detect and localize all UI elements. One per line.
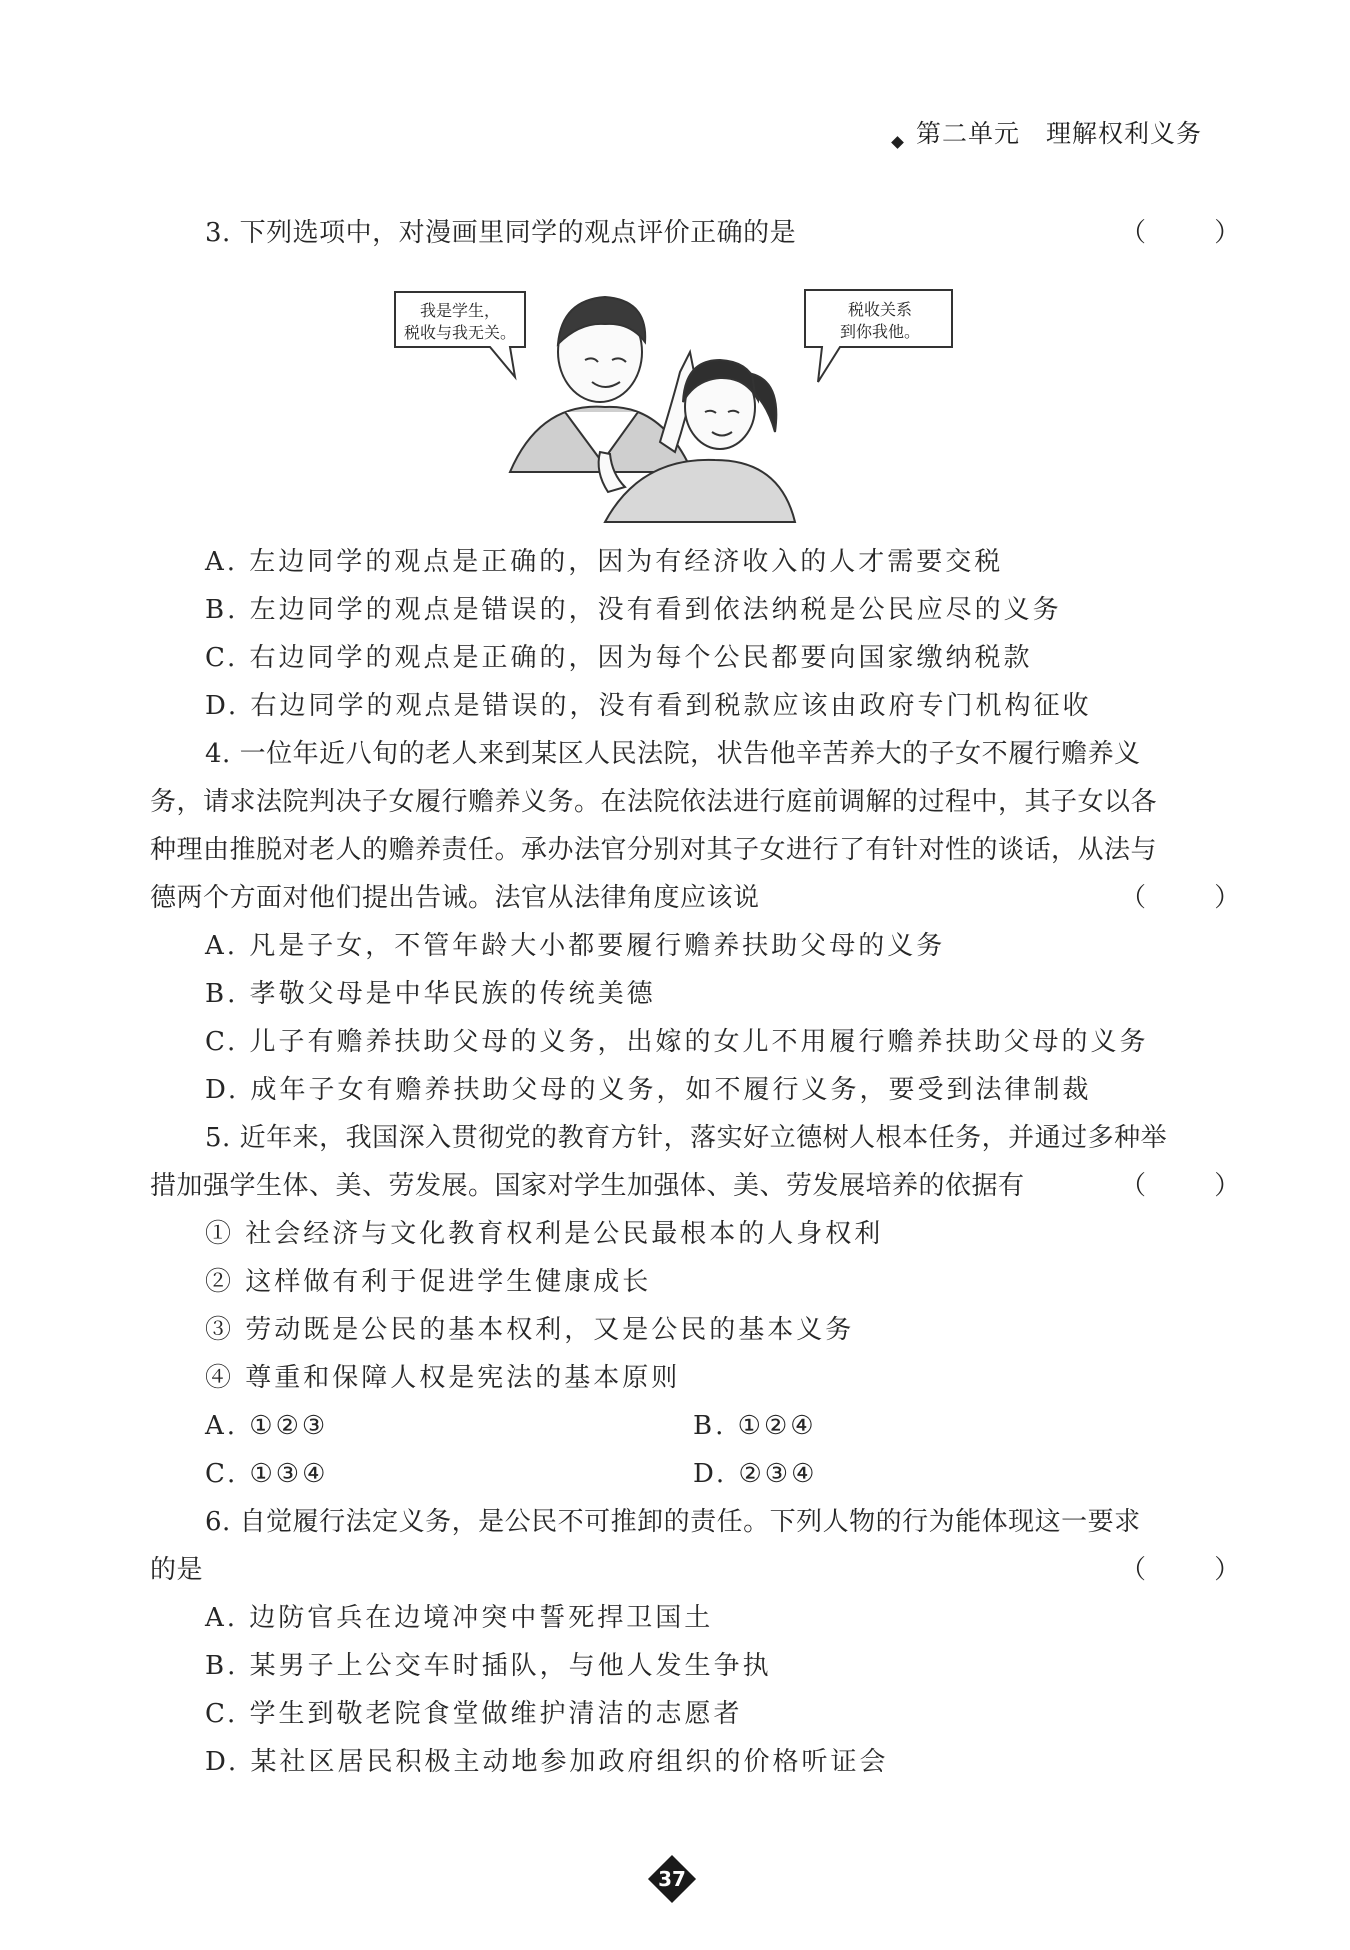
q5-stem-line-2: 措加强学生体、美、劳发展。国家对学生加强体、美、劳发展培养的依据有 (150, 1171, 1025, 1201)
right-bubble-line-1: 税收关系 (847, 300, 913, 319)
q5-stem-line-1: 5. 近年来，我国深入贯彻党的教育方针，落实好立德树人根本任务，并通过多种举 (205, 1123, 1168, 1153)
page-header (893, 114, 1202, 150)
q6-option-b: B. 某男子上公交车时插队，与他人发生争执 (205, 1651, 772, 1681)
q5-option-c: C. ①③④ (205, 1459, 329, 1489)
q6-option-d: D. 某社区居民积极主动地参加政府组织的价格听证会 (205, 1747, 889, 1777)
q5-option-b: B. ①②④ (693, 1411, 817, 1441)
q3-option-a: A. 左边同学的观点是正确的，因为有经济收入的人才需要交税 (205, 547, 1004, 577)
q6-option-a: A. 边防官兵在边境冲突中誓死捍卫国土 (205, 1603, 714, 1633)
q3-option-b: B. 左边同学的观点是错误的，没有看到依法纳税是公民应尽的义务 (205, 595, 1062, 625)
q3-answer-paren: （ ） (1120, 218, 1271, 248)
q5-item-4: ④ 尊重和保障人权是宪法的基本原则 (205, 1363, 681, 1393)
q4-option-b: B. 孝敬父母是中华民族的传统美德 (205, 979, 656, 1009)
q3-stem: 3. 下列选项中，对漫画里同学的观点评价正确的是 (205, 218, 797, 248)
q4-stem-line-4: 德两个方面对他们提出告诫。法官从法律角度应该说 (150, 883, 760, 913)
q5-option-a: A. ①②③ (205, 1411, 329, 1441)
q6-option-c: C. 学生到敬老院食堂做维护清洁的志愿者 (205, 1699, 743, 1729)
q3-option-d: D. 右边同学的观点是错误的，没有看到税款应该由政府专门机构征收 (205, 691, 1092, 721)
q5-item-1: ① 社会经济与文化教育权利是公民最根本的人身权利 (205, 1219, 884, 1249)
page-number-badge (648, 1855, 696, 1903)
q4-stem-line-3: 种理由推脱对老人的赡养责任。承办法官分别对其子女进行了有针对性的谈话，从法与 (150, 835, 1158, 865)
page-number: 37 (658, 1867, 686, 1891)
right-bubble-line-2: 到你我他。 (839, 322, 921, 341)
left-bubble-line-2: 税收与我无关。 (403, 323, 517, 342)
header-diamond-icon (891, 136, 904, 149)
left-speech-bubble (395, 292, 525, 377)
q3-option-c: C. 右边同学的观点是正确的，因为每个公民都要向国家缴纳税款 (205, 643, 1033, 673)
left-bubble-line-1: 我是学生， (419, 301, 501, 320)
cartoon-illustration (390, 282, 960, 527)
q4-stem-line-1: 4. 一位年近八旬的老人来到某区人民法院，状告他辛苦养大的子女不履行赡养义 (205, 739, 1141, 769)
q5-item-2: ② 这样做有利于促进学生健康成长 (205, 1267, 652, 1297)
q4-option-d: D. 成年子女有赡养扶助父母的义务，如不履行义务，要受到法律制裁 (205, 1075, 1092, 1105)
boy-figure (510, 297, 695, 472)
right-speech-bubble (805, 290, 952, 382)
q4-answer-paren: （ ） (1120, 883, 1271, 913)
q6-stem-line-2: 的是 (150, 1555, 204, 1585)
header-unit: 第二单元 (915, 119, 1020, 148)
q4-stem-line-2: 务，请求法院判决子女履行赡养义务。在法院依法进行庭前调解的过程中，其子女以各 (150, 787, 1158, 817)
q4-option-a: A. 凡是子女，不管年龄大小都要履行赡养扶助父母的义务 (205, 931, 946, 961)
q5-item-3: ③ 劳动既是公民的基本权利，又是公民的基本义务 (205, 1315, 855, 1345)
header-title: 理解权利义务 (1045, 119, 1202, 148)
q6-answer-paren: （ ） (1120, 1555, 1271, 1585)
q4-option-c: C. 儿子有赡养扶助父母的义务，出嫁的女儿不用履行赡养扶助父母的义务 (205, 1027, 1149, 1057)
q5-option-d: D. ②③④ (693, 1459, 818, 1489)
q6-stem-line-1: 6. 自觉履行法定义务，是公民不可推卸的责任。下列人物的行为能体现这一要求 (205, 1507, 1141, 1537)
q5-answer-paren: （ ） (1120, 1171, 1271, 1201)
